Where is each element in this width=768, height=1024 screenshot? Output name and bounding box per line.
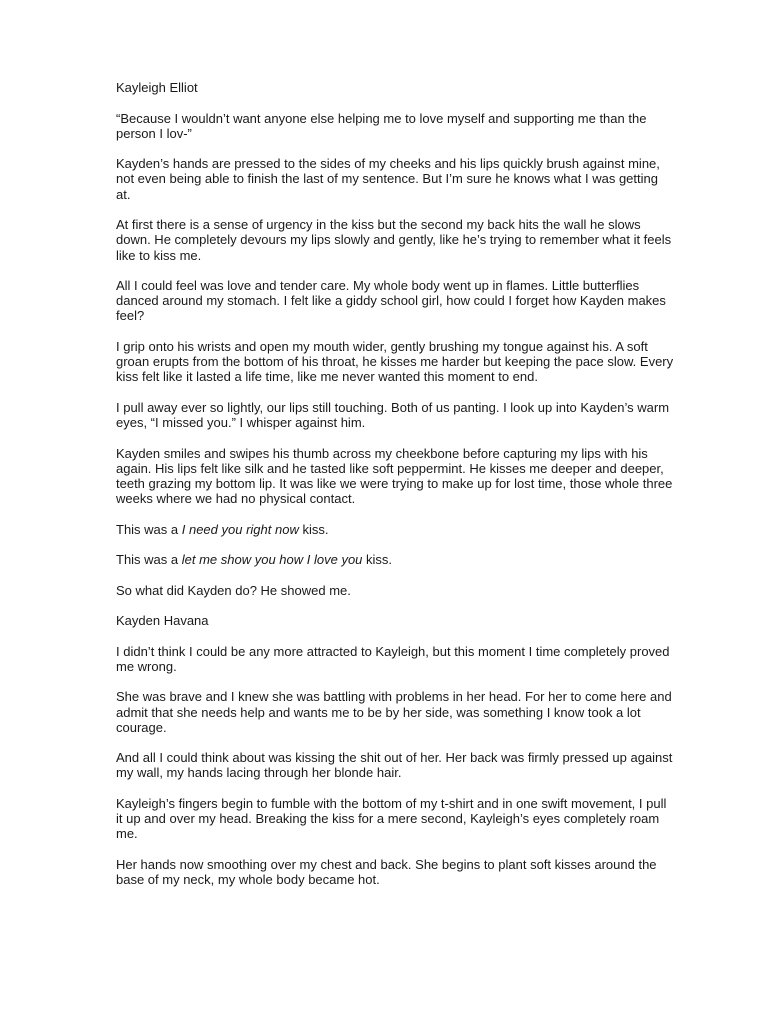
- paragraph: [116, 644, 676, 674]
- text-run: And all I could think about was kissing the shit out of her. Her back was firmly pressed up against my wall, my hands lacing through her blonde hair.: [116, 750, 673, 781]
- text-run: Kayleigh Elliot: [116, 80, 198, 95]
- text-run: This was a: [116, 552, 182, 568]
- paragraph: [116, 400, 676, 430]
- text-run: Her hands now smoothing over my chest and back. She begins to plant soft kisses around the base of my neck, my whole body became hot.: [116, 856, 657, 888]
- italic-text: let me show you how I love you: [181, 552, 363, 568]
- text-run: I grip onto his wrists and open my mouth wider, gently brushing my tongue against his. A soft groan erupts from the bottom of his throat, he kisses me harder but keeping the pace slow. Every kiss felt like it lasted a life time, like me never wanted this moment to end.: [116, 338, 674, 385]
- paragraph: [116, 750, 676, 780]
- paragraph: [116, 339, 676, 385]
- paragraph: [116, 522, 676, 537]
- paragraph: [116, 156, 676, 202]
- paragraph: [116, 689, 676, 735]
- section-heading: [116, 613, 676, 628]
- paragraph: [116, 583, 676, 598]
- text-run: She was brave and I knew she was battling with problems in her head. For her to come here and admit that she needs help and wants me to be by her side, was something I know took a lot courage.: [116, 689, 672, 735]
- text-run: “Because I wouldn’t want anyone else helping me to love myself and supporting me than the person I lov-”: [116, 110, 647, 141]
- text-run: I didn’t think I could be any more attracted to Kayleigh, but this moment I time completely proved me wrong.: [116, 643, 670, 674]
- document-page: [116, 80, 676, 903]
- text-run: kiss.: [298, 521, 329, 537]
- paragraph: [116, 446, 676, 507]
- paragraph: [116, 111, 676, 141]
- text-run: Kayden Havana: [116, 613, 209, 629]
- paragraph: [116, 552, 676, 567]
- section-heading: [116, 80, 676, 95]
- text-run: Kayden’s hands are pressed to the sides of my cheeks and his lips quickly brush against mine, not even being able to finish the last of my sentence. But I’m sure he knows what I was getting at.: [116, 156, 660, 202]
- italic-text: I need you right now: [181, 521, 299, 537]
- text-run: Kayden smiles and swipes his thumb across my cheekbone before capturing my lips with his again. His lips felt like silk and he tasted like soft peppermint. He kisses me deeper and deeper, teeth grazing my bottom lip. It was like we were trying to make up for lost time, those whole three weeks where we had no physical contact.: [116, 445, 673, 507]
- paragraph: [116, 796, 676, 842]
- paragraph: [116, 278, 676, 324]
- text-run: All I could feel was love and tender care. My whole body went up in flames. Little butterflies danced around my stomach. I felt like a giddy school girl, how could I forget how Kayden makes feel?: [116, 278, 666, 324]
- paragraph: [116, 217, 676, 263]
- text-run: This was a: [116, 521, 182, 537]
- text-run: At first there is a sense of urgency in the kiss but the second my back hits the wall he slows down. He completely devours my lips slowly and gently, like he’s trying to remember what it feels like to kiss me.: [116, 217, 672, 263]
- text-run: Kayleigh’s fingers begin to fumble with the bottom of my t-shirt and in one swift movement, I pull it up and over my head. Breaking the kiss for a mere second, Kayleigh’s eyes completely roam me.: [116, 795, 667, 842]
- text-run: I pull away ever so lightly, our lips still touching. Both of us panting. I look up into Kayden’s warm eyes, “I missed you.” I whisper against him.: [116, 399, 670, 431]
- paragraph: [116, 857, 676, 887]
- text-run: kiss.: [362, 552, 393, 568]
- text-run: So what did Kayden do? He showed me.: [116, 582, 351, 598]
